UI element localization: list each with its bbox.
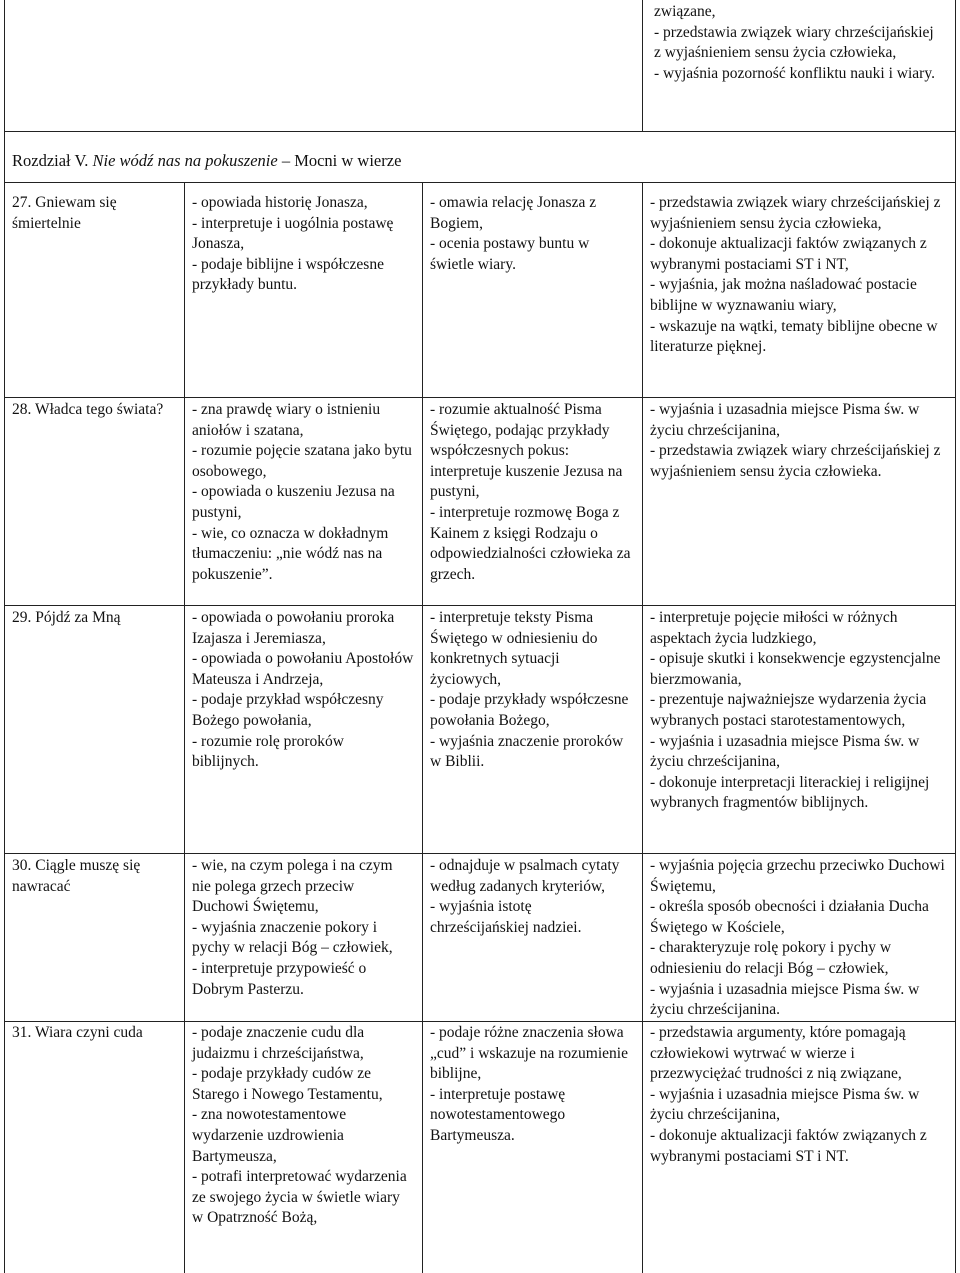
row-31-content: - podaje znaczenie cudu dla judaizmu i chrześcijaństwa, - podaje przykłady cudów ze Starego i Nowego Testamentu, - zna nowotestamentowe wydarzenie uzdrowienia Bartymeusza, - potrafi interpretować wydarzenia ze swojego życia w świetle wiary w Opatrzność Bożą, (192, 1024, 407, 1227)
chapter-bottom-rule (4, 182, 956, 183)
row-28-content: - zna prawdę wiary o istnieniu aniołów i szatana, - rozumie pojęcie szatana jako bytu osobowego, - opowiada o kuszeniu Jezusa na pustyni, - wie, co oznacza w dokładnym tłumaczeniu: „nie wódź nas na pokuszenie”. (192, 401, 412, 583)
row-30-skills: - odnajduje w psalmach cytaty według zadanych kryteriów, - wyjaśnia istotę chrześcijańskiej nadziei. (430, 857, 620, 936)
top-continuation-cell: związane, - przedstawia związek wiary chrześcijańskiej z wyjaśnieniem sensu życia człowieka, - wyjaśnia pozorność konfliktu nauki i wiary. (654, 3, 935, 82)
column-divider-2 (422, 182, 423, 1273)
row-27-topic: 27. Gniewam się śmiertelnie (12, 194, 117, 232)
row-rule-27 (4, 397, 956, 398)
chapter-title: Nie wódź nas na pokuszenie (92, 151, 278, 170)
table-border-left (4, 0, 5, 1273)
row-30-content: - wie, na czym polega i na czym nie polega grzech przeciw Duchowi Świętemu, - wyjaśnia znaczenie pokory i pychy w relacji Bóg – człowiek, - interpretuje przypowieść o Dobrym Pasterzu. (192, 857, 393, 998)
column-divider-3 (642, 182, 643, 1273)
row-27-skills: - omawia relację Jonasza z Bogiem, - ocenia postawy buntu w świetle wiary. (430, 194, 597, 273)
row-28-goals: - wyjaśnia i uzasadnia miejsce Pisma św. w życiu chrześcijanina, - przedstawia związek wiary chrześcijańskiej z wyjaśnieniem sensu życia człowieka. (650, 401, 941, 480)
row-29-goals: - interpretuje pojęcie miłości w różnych aspektach życia ludzkiego, - opisuje skutki i konsekwencje egzystencjalne bierzmowania, - prezentuje najważniejsze wydarzenia życia wybranych postaci starotestamentowych, - wyjaśnia i uzasadnia miejsce Pisma św. w życiu chrześcijanina, - dokonuje interpretacji literackiej i religijnej wybranych fragmentów biblijnych. (650, 609, 941, 812)
table-border-right (955, 0, 956, 1273)
row-30-goals: - wyjaśnia pojęcia grzechu przeciwko Duchowi Świętemu, - określa sposób obecności i działania Ducha Świętego w Kościele, - charakteryzuje rolę pokory i pychy w odniesieniu do relacji Bóg – człowiek, - wyjaśnia i uzasadnia miejsce Pisma św. w życiu chrześcijanina. (650, 857, 945, 1019)
row-rule-28 (4, 605, 956, 606)
top-section-bottom-rule (4, 131, 956, 132)
row-28-topic: 28. Władca tego świata? (12, 401, 164, 418)
chapter-subtitle: Mocni w wierze (294, 151, 402, 170)
row-31-goals: - przedstawia argumenty, które pomagają człowiekowi wytrwać w wierze i przezwyciężać trudności z nią związane, - wyjaśnia i uzasadnia miejsce Pisma św. w życiu chrześcijanina, - dokonuje aktualizacji faktów związanych z wybranymi postaciami ST i NT. (650, 1024, 927, 1165)
row-28-skills: - rozumie aktualność Pisma Świętego, podając przykłady współczesnych pokus: interpretuje kuszenie Jezusa na pustyni, - interpretuje rozmowę Boga z Kainem z księgi Rodzaju o odpowiedzialności człowieka za grzech. (430, 401, 631, 583)
row-27-goals: - przedstawia związek wiary chrześcijańskiej z wyjaśnieniem sensu życia człowieka, - dokonuje aktualizacji faktów związanych z wybranymi postaciami ST i NT, - wyjaśnia, jak można naśladować postacie biblijne w wyznawaniu wiary, - wskazuje na wątki, tematy biblijne obecne w literaturze pięknej. (650, 194, 941, 356)
row-30-topic: 30. Ciągle muszę się nawracać (12, 857, 141, 895)
row-31-skills: - podaje różne znaczenia słowa „cud” i wskazuje na rozumienie biblijne, - interpretuje postawę nowotestamentowego Bartymeusza. (430, 1024, 628, 1144)
chapter-dash: – (281, 151, 291, 170)
chapter-prefix: Rozdział V. (12, 151, 89, 170)
column-divider-1 (184, 182, 185, 1273)
row-rule-29 (4, 853, 956, 854)
row-31-topic: 31. Wiara czyni cuda (12, 1024, 143, 1041)
row-27-content: - opowiada historię Jonasza, - interpretuje i uogólnia postawę Jonasza, - podaje biblijne i współczesne przykłady buntu. (192, 194, 394, 294)
row-29-skills: - interpretuje teksty Pisma Świętego w odniesieniu do konkretnych sytuacji życiowych, - podaje przykłady współczesne powołania Bożego, - wyjaśnia znaczenie proroków w Biblii. (430, 609, 629, 771)
chapter-heading (12, 151, 942, 172)
top-cell-divider (642, 0, 643, 131)
row-29-content: - opowiada o powołaniu proroka Izajasza i Jeremiasza, - opowiada o powołaniu Apostołów Mateusza i Andrzeja, - podaje przykład współczesny Bożego powołania, - rozumie rolę proroków biblijnych. (192, 609, 414, 771)
row-29-topic: 29. Pójdź za Mną (12, 609, 121, 626)
